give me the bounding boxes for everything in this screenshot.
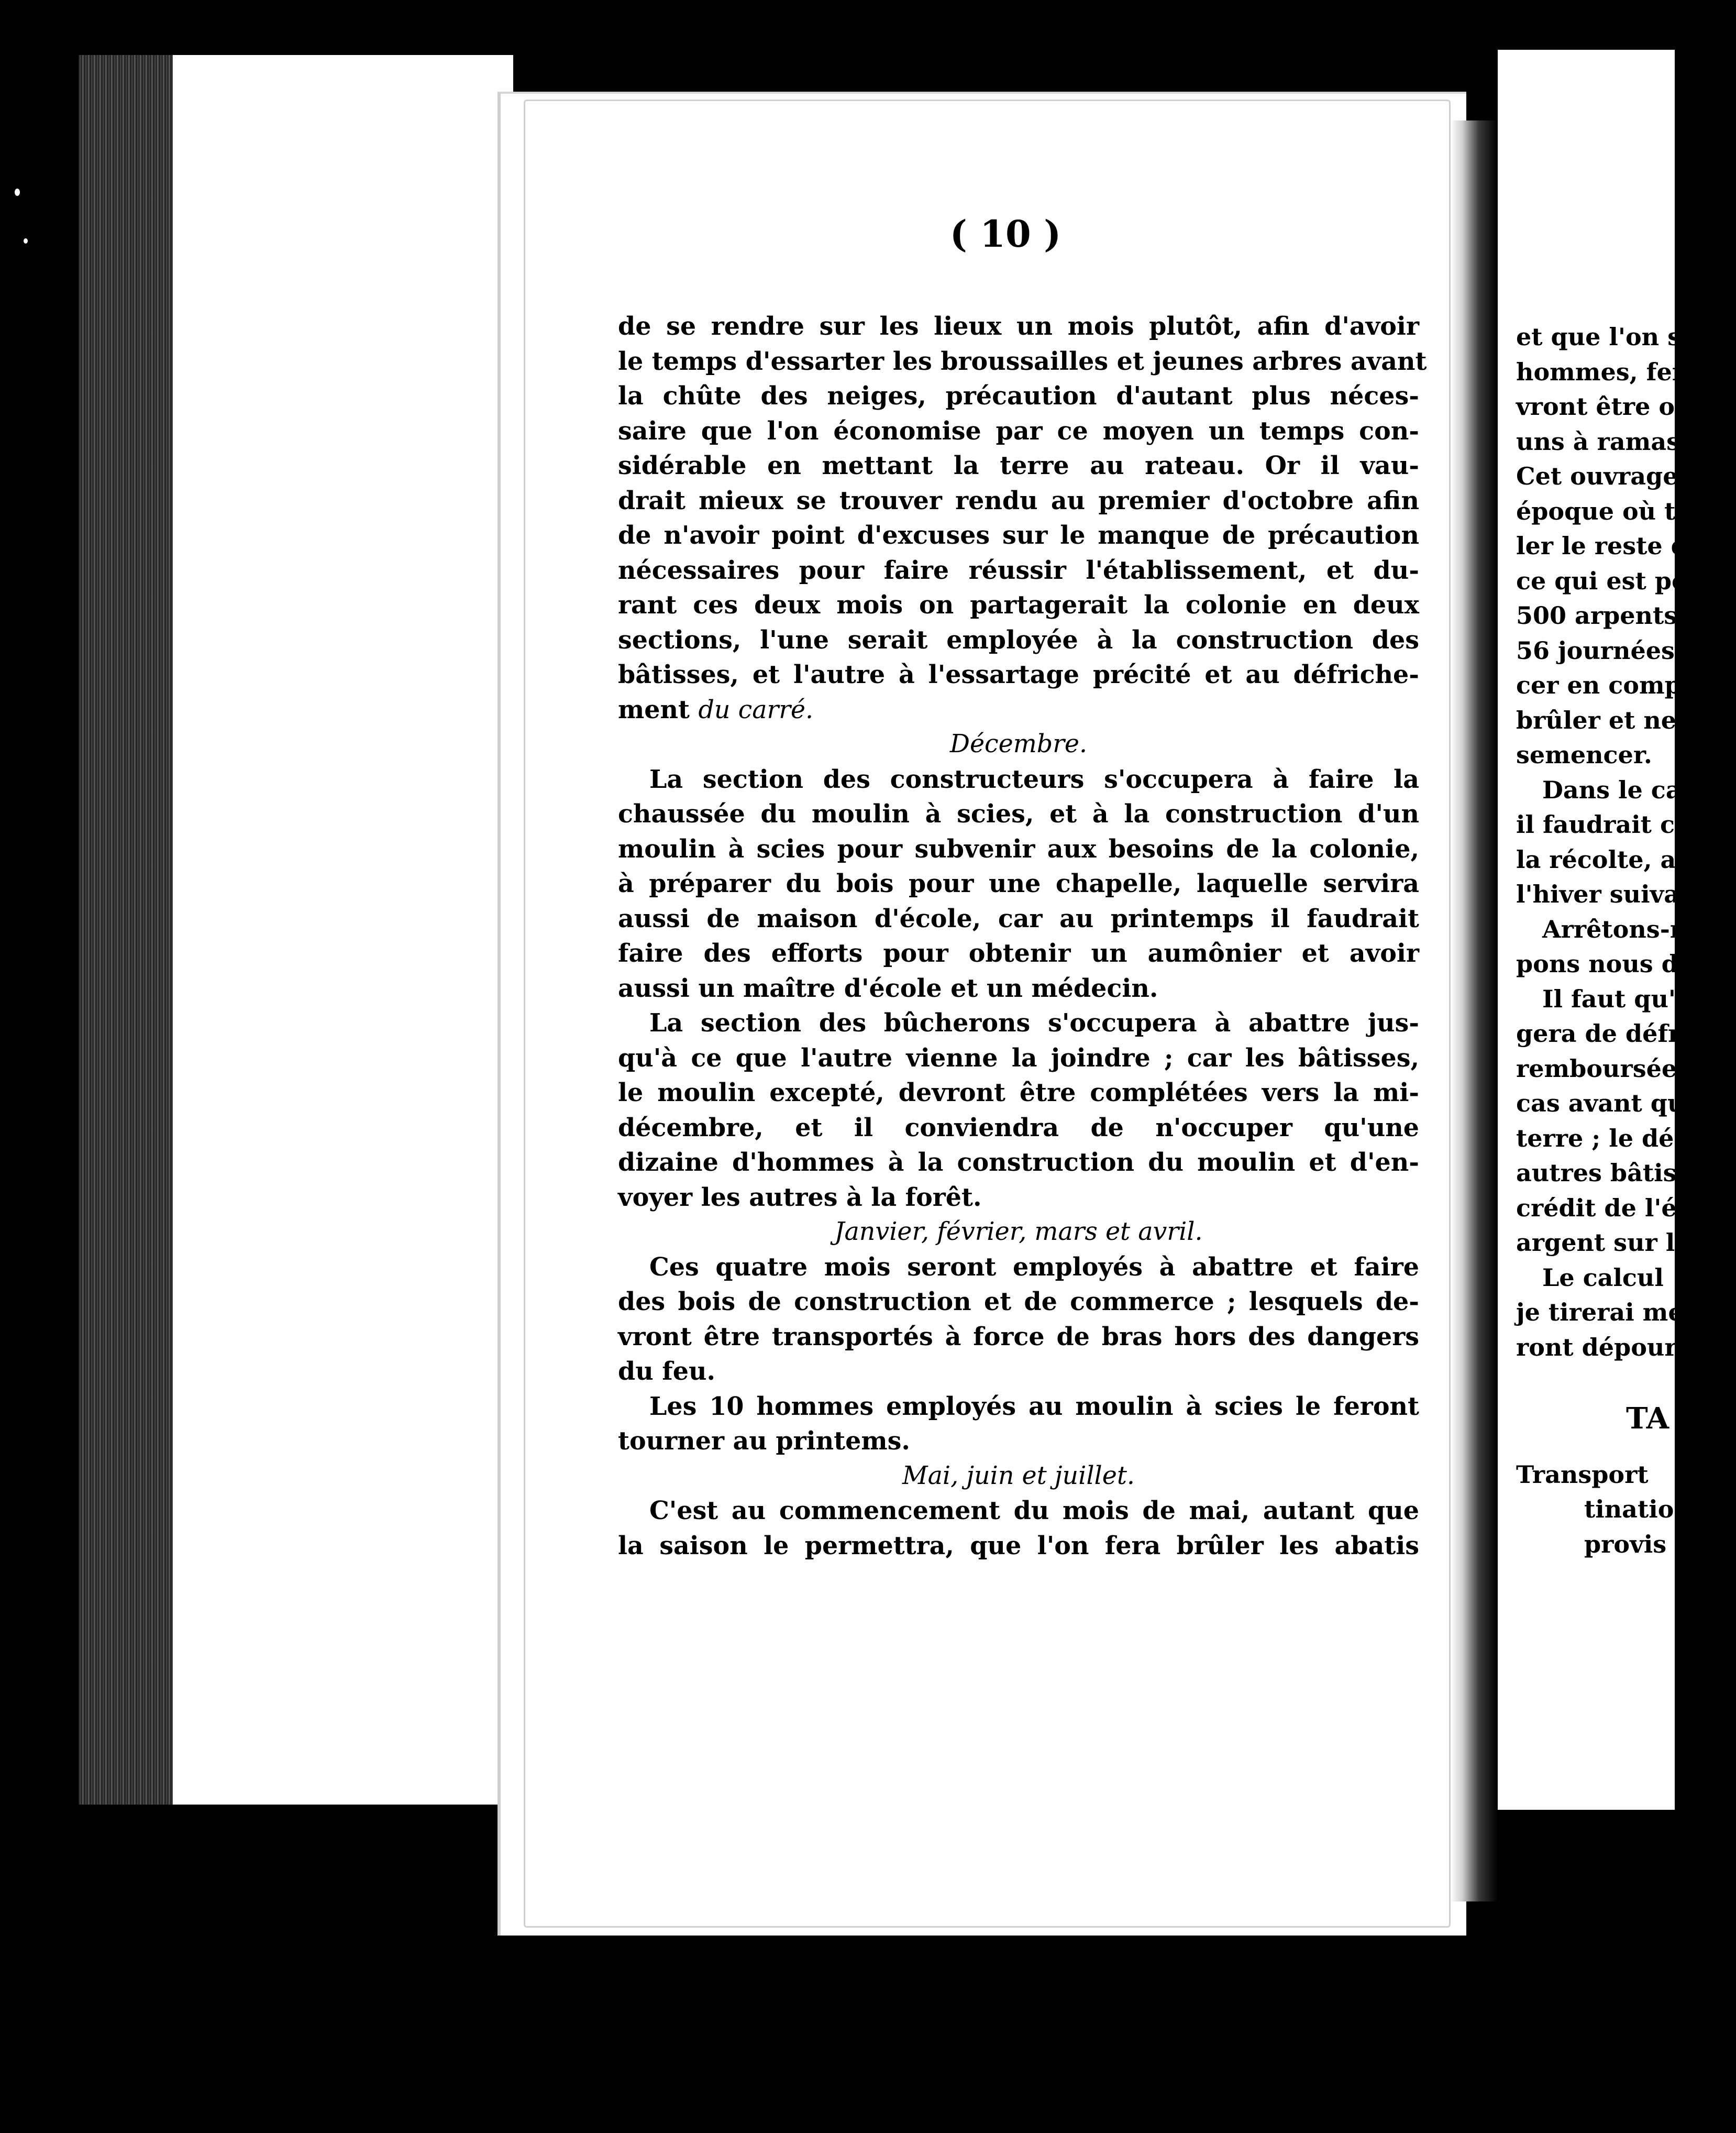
text-line: du feu. xyxy=(618,1357,716,1386)
text-line: hommes, femm xyxy=(1516,357,1723,386)
text-line: 56 journées p xyxy=(1516,636,1700,665)
text-line: à préparer du bois pour une chapelle, laquelle servira xyxy=(618,869,1419,898)
text-line: La section des bûcherons s'occupera à abattre jus- xyxy=(649,1008,1419,1038)
scan-speck xyxy=(15,189,20,196)
text-line: l'hiver suivan xyxy=(1516,880,1697,908)
text-line: crédit de l'éta xyxy=(1516,1193,1704,1222)
text-line xyxy=(618,692,1419,728)
table-line: Transport xyxy=(1516,1460,1649,1489)
text-line: drait mieux se trouver rendu au premier d'octobre afin xyxy=(618,486,1419,515)
text-line: Il faut qu'i xyxy=(1542,984,1685,1013)
text-line: la chûte des neiges, précaution d'autant plus néces- xyxy=(618,381,1419,411)
text-line: tourner au printems. xyxy=(618,1426,910,1456)
scan-speck xyxy=(24,238,28,244)
table-line: provis xyxy=(1584,1530,1667,1558)
text-line: ront dépourvu xyxy=(1516,1333,1709,1361)
text-line: des bois de construction et de commerce ; lesquels de- xyxy=(618,1287,1419,1316)
text-line: la saison le permettra, que l'on fera brûler les abatis xyxy=(618,1531,1419,1560)
text-line: La section des constructeurs s'occupera à faire la xyxy=(649,764,1419,794)
text-line: le moulin excepté, devront être complétées vers la mi- xyxy=(618,1078,1419,1107)
main-text-block xyxy=(618,309,1427,1563)
text-line: semencer. xyxy=(1516,741,1652,769)
gutter-shadow xyxy=(1451,120,1498,1901)
text-line: vront être occ xyxy=(1516,392,1705,421)
left-book-edge xyxy=(79,55,183,1805)
left-margin xyxy=(173,55,513,1805)
text-line: de n'avoir point d'excuses sur le manque de précaution xyxy=(618,521,1419,550)
table-title: TA xyxy=(1626,1401,1669,1436)
text-line: moulin à scies pour subvenir aux besoins de la colonie, xyxy=(618,834,1419,864)
text-line: voyer les autres à la forêt. xyxy=(618,1182,982,1212)
text-line: argent sur le xyxy=(1516,1228,1690,1257)
text-line: 500 arpents c xyxy=(1516,601,1701,630)
text-line: sections, l'une serait employée à la construction des xyxy=(618,625,1419,655)
section-heading-winter: Janvier, février, mars et avril. xyxy=(834,1217,1203,1246)
text-line: chaussée du moulin à scies, et à la construction d'un xyxy=(618,799,1419,829)
text-line: et que l'on se xyxy=(1516,323,1697,351)
text-line: qu'à ce que l'autre vienne la joindre ; car les bâtisses, xyxy=(618,1043,1419,1073)
text-line: pons nous des xyxy=(1516,950,1708,978)
text-line: dizaine d'hommes à la construction du moulin et d'en- xyxy=(618,1148,1419,1177)
text-line: Dans le cas xyxy=(1542,775,1695,804)
page-number: ( 10 ) xyxy=(949,212,1061,256)
text-fragment: ment xyxy=(618,695,699,724)
text-line: sidérable en mettant la terre au rateau. Or il vau- xyxy=(618,451,1419,480)
text-line: aussi de maison d'école, car au printemps il faudrait xyxy=(618,904,1419,933)
text-line: autres bâtisse xyxy=(1516,1159,1706,1187)
text-line: gera de défri xyxy=(1516,1019,1690,1048)
text-line: époque où tou xyxy=(1516,497,1709,525)
text-line: brûler et nett xyxy=(1516,706,1699,734)
text-line: cas avant qu' xyxy=(1516,1089,1693,1117)
text-line: ce qui est pou xyxy=(1516,566,1706,595)
text-line: aussi un maître d'école et un médecin. xyxy=(618,973,1158,1003)
section-heading-december: Décembre. xyxy=(949,730,1088,758)
text-line: Arrêtons-n xyxy=(1542,915,1688,943)
text-line: la récolte, afi xyxy=(1516,845,1694,874)
text-line: vront être transportés à force de bras hors des dangers xyxy=(618,1322,1419,1351)
section-heading-summer: Mai, juin et juillet. xyxy=(902,1461,1135,1490)
text-line: le temps d'essarter les broussailles et jeunes arbres avant xyxy=(618,346,1427,376)
text-line: terre ; le défr xyxy=(1516,1124,1697,1152)
text-line: ler le reste de xyxy=(1516,532,1704,560)
text-line: faire des efforts pour obtenir un aumônier et avoir xyxy=(618,939,1419,968)
text-line: saire que l'on économise par ce moyen un temps con- xyxy=(618,416,1419,446)
text-line: uns à ramasse xyxy=(1516,427,1709,456)
text-line: rant ces deux mois on partagerait la colonie en deux xyxy=(618,590,1419,620)
text-line: il faudrait co xyxy=(1516,810,1691,839)
table-line: tinatio xyxy=(1584,1495,1674,1523)
text-line: décembre, et il conviendra de n'occuper qu'une xyxy=(618,1113,1419,1142)
right-page-text xyxy=(1516,320,1736,1562)
italic-fragment: du carré. xyxy=(698,695,814,724)
text-line: remboursée d xyxy=(1516,1054,1702,1083)
text-line: cer en comp xyxy=(1516,671,1682,699)
text-line: Les 10 hommes employés au moulin à scies le feront xyxy=(649,1391,1419,1421)
text-line: de se rendre sur les lieux un mois plutôt, afin d'avoir xyxy=(618,312,1419,341)
text-line: Ces quatre mois seront employés à abattre et faire xyxy=(649,1252,1419,1282)
text-line: Cet ouvrage c xyxy=(1516,462,1701,490)
text-line: C'est au commencement du mois de mai, autant que xyxy=(649,1496,1419,1525)
text-line: Le calcul xyxy=(1542,1263,1664,1292)
text-line: nécessaires pour faire réussir l'établissement, et du- xyxy=(618,555,1419,585)
text-line: je tirerai mes xyxy=(1516,1298,1697,1326)
text-line: bâtisses, et l'autre à l'essartage précité et au défriche- xyxy=(618,660,1419,689)
